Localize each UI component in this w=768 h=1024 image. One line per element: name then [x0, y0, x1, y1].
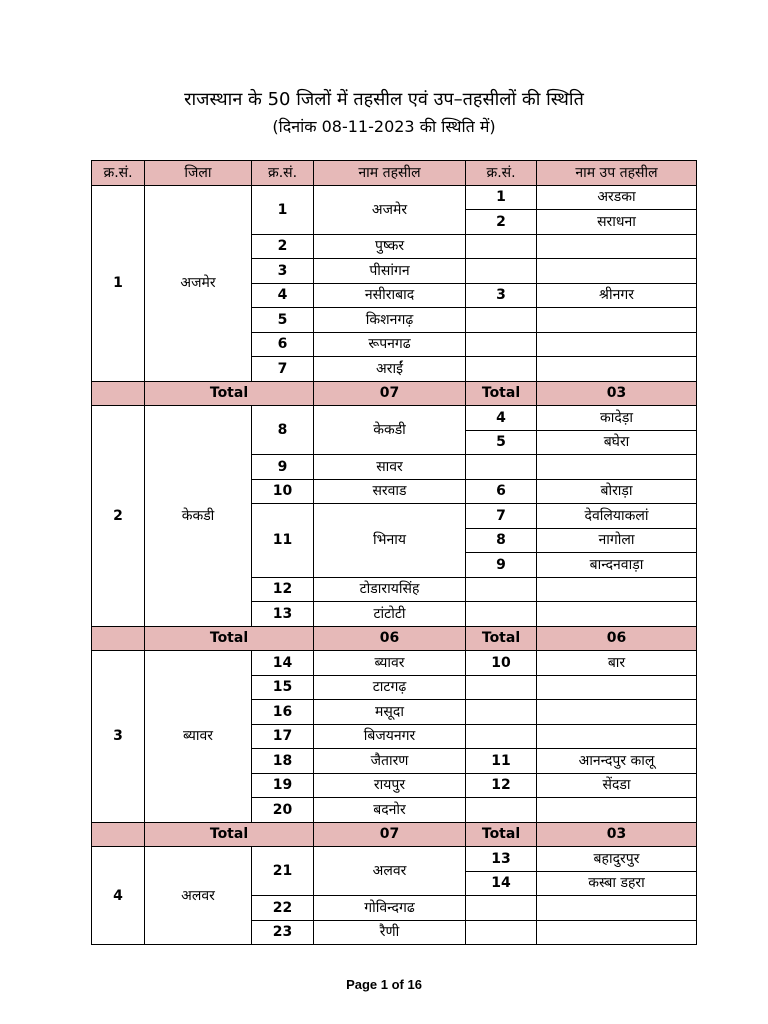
tehsil-sn: 17 — [252, 724, 314, 749]
total-label: Total — [466, 381, 537, 406]
total-sub-count: 03 — [537, 381, 697, 406]
table-body — [92, 185, 697, 945]
total-tehsil-count: 07 — [314, 822, 466, 847]
total-row — [92, 381, 697, 406]
sub-tehsil-sn: 10 — [466, 651, 537, 676]
sub-tehsil-name: सराधना — [537, 210, 697, 235]
empty-cell — [537, 357, 697, 382]
tehsil-sn: 5 — [252, 308, 314, 333]
empty-cell — [466, 455, 537, 480]
empty-cell — [466, 234, 537, 259]
sub-tehsil-sn: 12 — [466, 773, 537, 798]
empty-cell — [537, 455, 697, 480]
sub-tehsil-sn: 8 — [466, 528, 537, 553]
empty-cell — [466, 577, 537, 602]
total-row — [92, 626, 697, 651]
sub-tehsil-name: श्रीनगर — [537, 283, 697, 308]
header-district-sn: क्र.सं. — [92, 161, 145, 186]
total-label: Total — [145, 822, 314, 847]
tehsil-sn: 16 — [252, 700, 314, 725]
total-sub-count: 03 — [537, 822, 697, 847]
tehsil-sn: 22 — [252, 896, 314, 921]
empty-cell — [466, 332, 537, 357]
page-footer: Page 1 of 16 — [346, 977, 422, 992]
tehsil-name: सावर — [314, 455, 466, 480]
header-district: जिला — [145, 161, 252, 186]
sub-tehsil-name: नागोला — [537, 528, 697, 553]
district-name: अलवर — [145, 847, 252, 945]
tehsil-sn: 19 — [252, 773, 314, 798]
empty-cell — [466, 896, 537, 921]
sub-tehsil-name: देवलियाकलां — [537, 504, 697, 529]
empty-cell — [537, 724, 697, 749]
tehsil-name: पीसांगन — [314, 259, 466, 284]
sub-tehsil-sn: 14 — [466, 871, 537, 896]
district-sn: 1 — [92, 185, 145, 381]
empty-cell — [466, 798, 537, 823]
tehsil-name: बदनोर — [314, 798, 466, 823]
empty-cell — [466, 920, 537, 945]
tehsil-name: गोविन्दगढ — [314, 896, 466, 921]
tehsil-name: मसूदा — [314, 700, 466, 725]
empty-cell — [92, 626, 145, 651]
empty-cell — [466, 602, 537, 627]
empty-cell — [466, 724, 537, 749]
tehsil-sn: 3 — [252, 259, 314, 284]
sub-tehsil-sn: 9 — [466, 553, 537, 578]
empty-cell — [466, 259, 537, 284]
tehsil-sn: 12 — [252, 577, 314, 602]
tehsil-sn: 7 — [252, 357, 314, 382]
header-tehsil-name: नाम तहसील — [314, 161, 466, 186]
tehsil-sn: 14 — [252, 651, 314, 676]
empty-cell — [466, 357, 537, 382]
tehsil-name: किशनगढ़ — [314, 308, 466, 333]
total-tehsil-count: 06 — [314, 626, 466, 651]
table-row — [92, 406, 697, 431]
sub-tehsil-name: बोराड़ा — [537, 479, 697, 504]
empty-cell — [537, 920, 697, 945]
total-label: Total — [466, 822, 537, 847]
table-header-row — [92, 161, 697, 186]
header-tehsil-sn: क्र.सं. — [252, 161, 314, 186]
tehsil-sn: 9 — [252, 455, 314, 480]
tehsil-sn: 13 — [252, 602, 314, 627]
tehsil-name: रैणी — [314, 920, 466, 945]
tehsil-name: केकडी — [314, 406, 466, 455]
total-label: Total — [145, 381, 314, 406]
sub-tehsil-sn: 1 — [466, 185, 537, 210]
tehsil-name: ब्यावर — [314, 651, 466, 676]
tehsil-name: टोडारायसिंह — [314, 577, 466, 602]
tehsil-name: पुष्कर — [314, 234, 466, 259]
tehsil-name: बिजयनगर — [314, 724, 466, 749]
empty-cell — [537, 577, 697, 602]
sub-tehsil-sn: 2 — [466, 210, 537, 235]
sub-tehsil-name: आनन्दपुर कालू — [537, 749, 697, 774]
tehsil-name: रूपनगढ — [314, 332, 466, 357]
tehsil-sn: 1 — [252, 185, 314, 234]
district-sn: 2 — [92, 406, 145, 627]
total-label: Total — [145, 626, 314, 651]
tehsil-sn: 2 — [252, 234, 314, 259]
tehsil-sn: 11 — [252, 504, 314, 578]
tehsil-sn: 6 — [252, 332, 314, 357]
district-sn: 4 — [92, 847, 145, 945]
empty-cell — [537, 896, 697, 921]
header-sub-sn: क्र.सं. — [466, 161, 537, 186]
tehsil-sn: 15 — [252, 675, 314, 700]
empty-cell — [537, 700, 697, 725]
empty-cell — [92, 822, 145, 847]
empty-cell — [537, 259, 697, 284]
sub-tehsil-sn: 5 — [466, 430, 537, 455]
tehsil-sn: 23 — [252, 920, 314, 945]
sub-tehsil-name: कादेड़ा — [537, 406, 697, 431]
sub-tehsil-sn: 7 — [466, 504, 537, 529]
sub-tehsil-sn: 13 — [466, 847, 537, 872]
district-name: केकडी — [145, 406, 252, 627]
total-label: Total — [466, 626, 537, 651]
district-sn: 3 — [92, 651, 145, 823]
page-subtitle: (दिनांक 08-11-2023 की स्थिति में) — [272, 117, 496, 136]
table-row — [92, 185, 697, 210]
sub-tehsil-sn: 6 — [466, 479, 537, 504]
tehsil-sn: 21 — [252, 847, 314, 896]
tehsil-sn: 20 — [252, 798, 314, 823]
sub-tehsil-name: बघेरा — [537, 430, 697, 455]
total-row — [92, 822, 697, 847]
sub-tehsil-name: सेंदडा — [537, 773, 697, 798]
tehsil-name: जैतारण — [314, 749, 466, 774]
total-sub-count: 06 — [537, 626, 697, 651]
tehsil-name: टांटोटी — [314, 602, 466, 627]
tehsil-sn: 8 — [252, 406, 314, 455]
tehsil-name: अलवर — [314, 847, 466, 896]
tehsil-name: भिनाय — [314, 504, 466, 578]
empty-cell — [537, 798, 697, 823]
sub-tehsil-name: कस्बा डहरा — [537, 871, 697, 896]
header-sub-name: नाम उप तहसील — [537, 161, 697, 186]
tehsil-sn: 18 — [252, 749, 314, 774]
empty-cell — [466, 700, 537, 725]
empty-cell — [537, 332, 697, 357]
page-title: राजस्थान के 50 जिलों में तहसील एवं उप–तहसीलों की स्थिति — [184, 89, 584, 110]
sub-tehsil-sn: 4 — [466, 406, 537, 431]
sub-tehsil-name: अरडका — [537, 185, 697, 210]
sub-tehsil-name: बार — [537, 651, 697, 676]
sub-tehsil-name: बहादुरपुर — [537, 847, 697, 872]
empty-cell — [92, 381, 145, 406]
sub-tehsil-sn: 3 — [466, 283, 537, 308]
empty-cell — [466, 308, 537, 333]
tehsil-name: नसीराबाद — [314, 283, 466, 308]
total-tehsil-count: 07 — [314, 381, 466, 406]
district-name: अजमेर — [145, 185, 252, 381]
tehsil-table — [91, 160, 697, 945]
district-name: ब्यावर — [145, 651, 252, 823]
empty-cell — [466, 675, 537, 700]
sub-tehsil-name: बान्दनवाड़ा — [537, 553, 697, 578]
tehsil-sn: 10 — [252, 479, 314, 504]
tehsil-sn: 4 — [252, 283, 314, 308]
tehsil-name: अजमेर — [314, 185, 466, 234]
tehsil-name: टाटगढ़ — [314, 675, 466, 700]
empty-cell — [537, 308, 697, 333]
tehsil-name: अराईं — [314, 357, 466, 382]
empty-cell — [537, 602, 697, 627]
empty-cell — [537, 675, 697, 700]
empty-cell — [537, 234, 697, 259]
tehsil-name: सरवाड — [314, 479, 466, 504]
sub-tehsil-sn: 11 — [466, 749, 537, 774]
table-row — [92, 847, 697, 872]
table-row — [92, 651, 697, 676]
tehsil-name: रायपुर — [314, 773, 466, 798]
